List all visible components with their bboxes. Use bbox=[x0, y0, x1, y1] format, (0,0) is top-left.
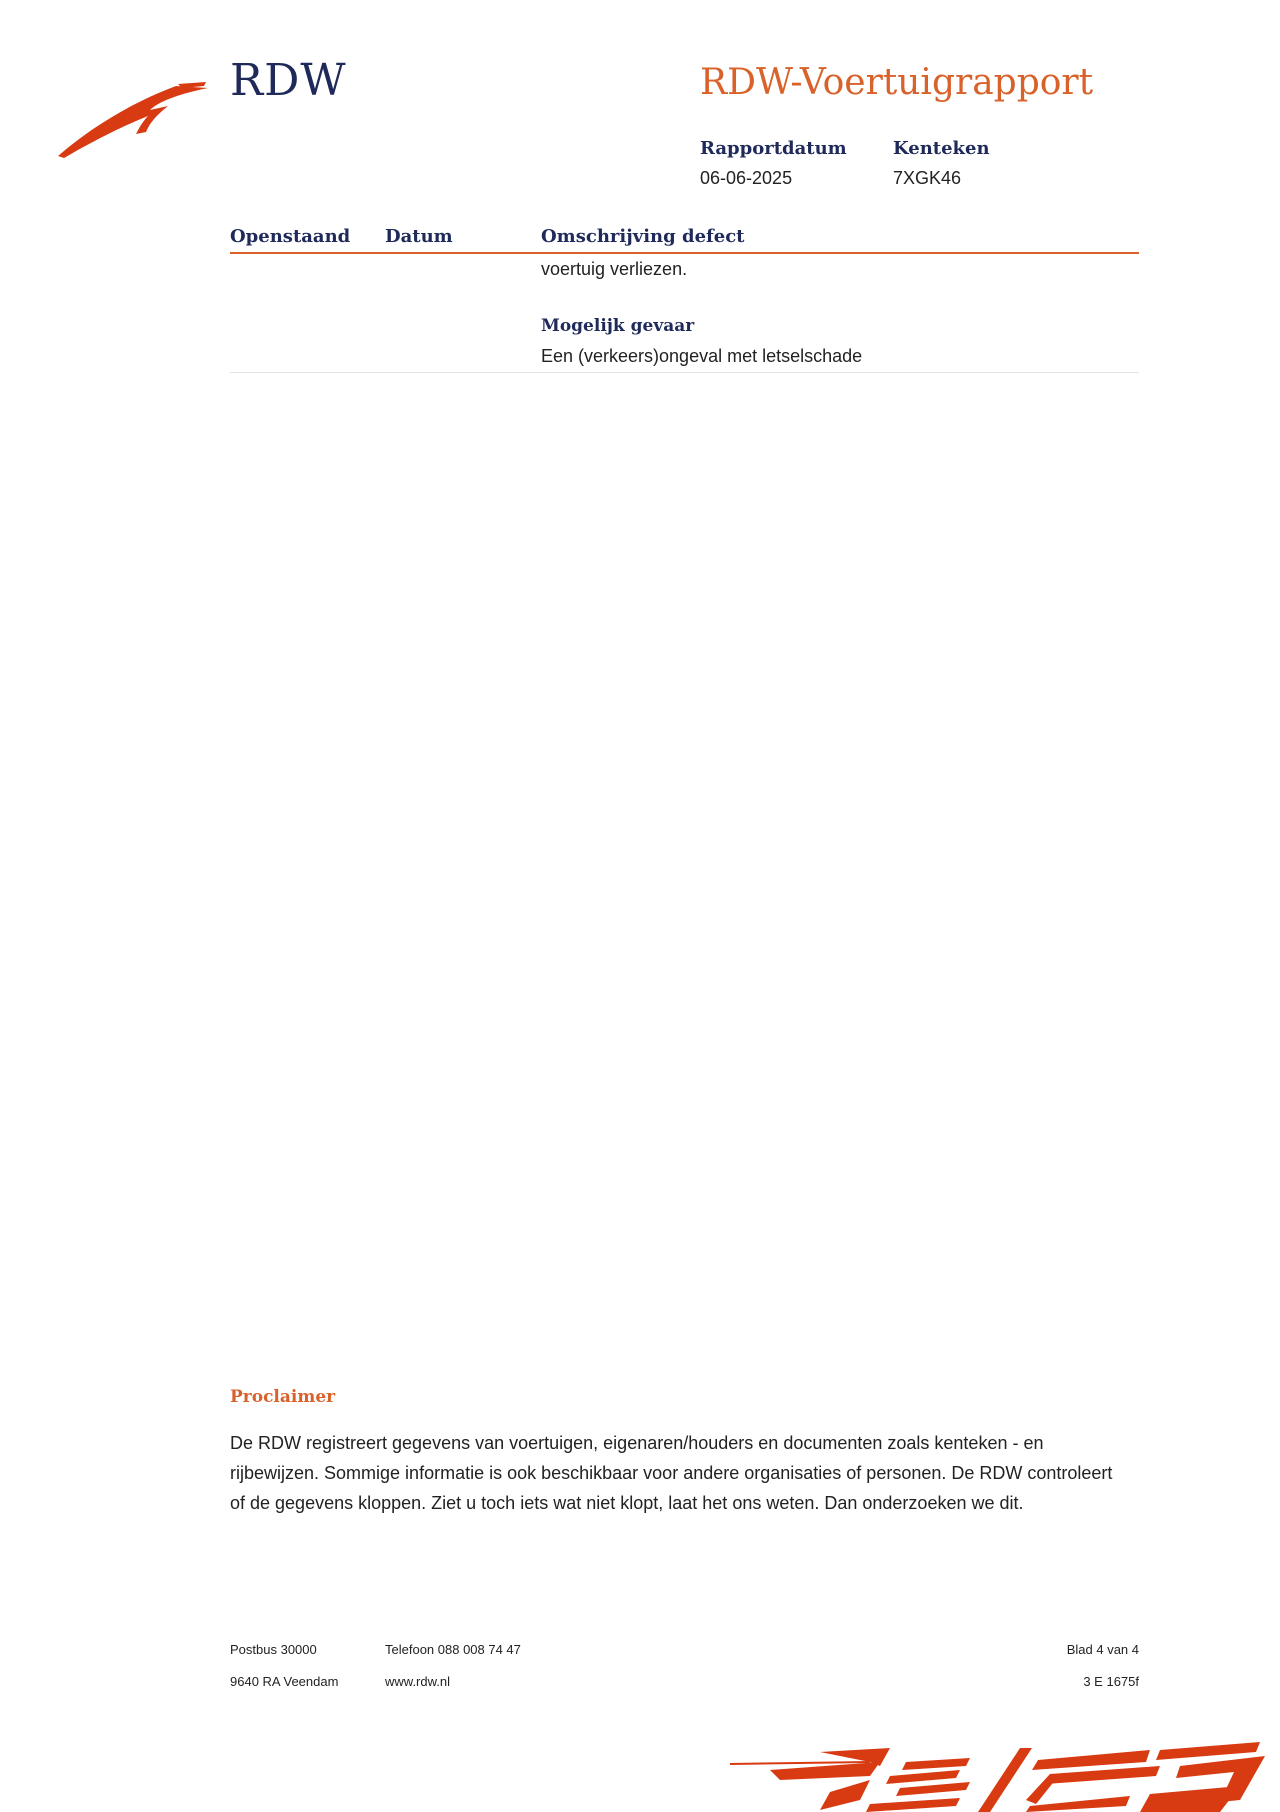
plate-value: 7XGK46 bbox=[893, 168, 962, 188]
report-date-value: 06-06-2025 bbox=[700, 168, 793, 188]
table-header-divider bbox=[230, 252, 1139, 254]
plate-label: Kenteken bbox=[893, 138, 990, 159]
footer-postbus: Postbus 30000 bbox=[230, 1642, 317, 1657]
logo-text: RDW bbox=[230, 55, 347, 106]
proclaimer-text: De RDW registreert gegevens van voertuigen, eigenaren/houders en documenten zoals kenteken - en rijbewijzen. Sommige informatie is ook beschikbaar voor andere organisaties of personen. De RDW controleert of de gegevens kloppen. Ziet u toch iets wat niet klopt, laat het ons weten. Dan onderzoeken we dit. bbox=[230, 1433, 1113, 1513]
decorative-stripes-icon bbox=[720, 1740, 1280, 1812]
footer-website: www.rdw.nl bbox=[385, 1674, 451, 1689]
footer-page-number: Blad 4 van 4 bbox=[1066, 1642, 1139, 1657]
column-header-omschrijving: Omschrijving defect bbox=[541, 226, 745, 247]
report-title: RDW-Voertuigrapport bbox=[700, 62, 1094, 103]
column-header-datum: Datum bbox=[385, 226, 453, 247]
footer-city: 9640 RA Veendam bbox=[230, 1674, 339, 1689]
row-divider bbox=[230, 372, 1139, 373]
column-header-openstaand: Openstaand bbox=[230, 226, 351, 247]
danger-value: Een (verkeers)ongeval met letselschade bbox=[541, 346, 863, 366]
proclaimer-title: Proclaimer bbox=[230, 1387, 336, 1407]
defect-description: voertuig verliezen. bbox=[541, 259, 688, 279]
footer-phone: Telefoon 088 008 74 47 bbox=[385, 1642, 521, 1657]
rdw-logo-icon bbox=[58, 82, 208, 164]
report-date-label: Rapportdatum bbox=[700, 138, 847, 159]
danger-label: Mogelijk gevaar bbox=[541, 316, 695, 336]
footer-document-code: 3 E 1675f bbox=[1083, 1674, 1139, 1689]
